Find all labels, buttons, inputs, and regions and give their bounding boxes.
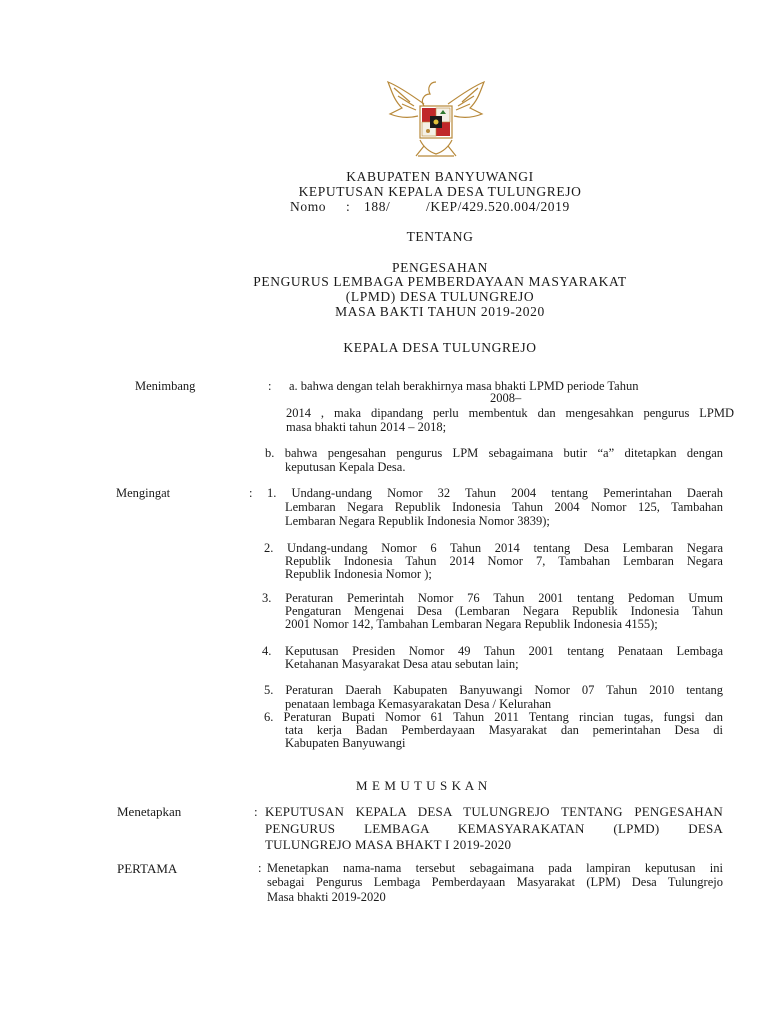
- menimbang-b-line1: b. bahwa pengesahan pengurus LPM sebagaimana butir “a” ditetapkan dengan: [265, 446, 723, 460]
- menetapkan-line1: KEPUTUSAN KEPALA DESA TULUNGREJO TENTANG PENGESAHAN: [265, 804, 723, 819]
- mengingat-item-1-line3: Lembaran Negara Republik Indonesia Nomor 3839);: [285, 514, 550, 528]
- menimbang-a-line4: masa bhakti tahun 2014 – 2018;: [286, 420, 447, 434]
- menimbang-label: Menimbang: [135, 379, 196, 393]
- pertama-label: PERTAMA: [117, 861, 178, 876]
- title-line-3: (LPMD) DESA TULUNGREJO: [345, 289, 535, 304]
- menetapkan-line3: TULUNGREJO MASA BHAKT I 2019-2020: [265, 837, 512, 852]
- pertama-colon: :: [258, 861, 262, 875]
- decree-title: KEPUTUSAN KEPALA DESA TULUNGREJO: [298, 184, 582, 199]
- mengingat-item-4-line2: Ketahanan Masyarakat Desa atau sebutan lain;: [285, 657, 519, 671]
- menimbang-b-line2: keputusan Kepala Desa.: [285, 460, 406, 474]
- mengingat-item-3-line1: 3. Peraturan Pemerintah Nomor 76 Tahun 2001 tentang Pedoman Umum: [262, 591, 723, 605]
- menimbang-colon: :: [268, 379, 272, 393]
- menimbang-a-line3: 2014 , maka dipandang perlu membentuk dan mengesahkan pengurus LPMD: [286, 406, 734, 420]
- mengingat-item-6-line3: Kabupaten Banyuwangi: [285, 736, 406, 750]
- mengingat-item-2-line1: 2. Undang-undang Nomor 6 Tahun 2014 tentang Desa Lembaran Negara: [264, 541, 723, 555]
- mengingat-colon: :: [249, 486, 253, 500]
- pertama-line2: sebagai Pengurus Lembaga Pemberdayaan Masyarakat (LPM) Desa Tulungrejo: [267, 875, 723, 889]
- nomor-code: /KEP/429.520.004/2019: [426, 199, 570, 214]
- tentang-heading: TENTANG: [406, 229, 474, 244]
- pertama-line1: Menetapkan nama-nama tersebut sebagaimana pada lampiran keputusan ini: [267, 861, 723, 875]
- mengingat-item-6-line2: tata kerja Badan Pemberdayaan Masyarakat dan pemerintahan Desa di: [285, 723, 723, 737]
- mengingat-item-1-line1: 1. Undang-undang Nomor 32 Tahun 2004 tentang Pemerintahan Daerah: [267, 486, 723, 500]
- issuer-heading: KEPALA DESA TULUNGREJO: [343, 340, 537, 355]
- mengingat-item-3-line3: 2001 Nomor 142, Tambahan Lembaran Negara Republik Indonesia 4155);: [285, 617, 658, 631]
- title-line-1: PENGESAHAN: [391, 260, 488, 275]
- mengingat-item-4-line1: 4. Keputusan Presiden Nomor 49 Tahun 2001 tentang Penataan Lembaga: [262, 644, 723, 658]
- nomor-colon: :: [346, 199, 351, 214]
- menimbang-a-line2: 2008–: [490, 391, 522, 405]
- title-line-2: PENGURUS LEMBAGA PEMBERDAYAAN MASYARAKAT: [253, 274, 627, 289]
- mengingat-item-1-line2: Lembaran Negara Republik Indonesia Tahun 2004 Nomor 125, Tambahan: [285, 500, 723, 514]
- title-line-4: MASA BAKTI TAHUN 2019-2020: [335, 304, 545, 319]
- menimbang-a-line1: a. bahwa dengan telah berakhirnya masa bhakti LPMD periode Tahun: [289, 379, 639, 393]
- mengingat-item-3-line2: Pengaturan Mengenai Desa (Lembaran Negara Republik Indonesia Tahun: [285, 604, 723, 618]
- regency-name: KABUPATEN BANYUWANGI: [346, 169, 534, 184]
- menetapkan-line2: PENGURUS LEMBAGA KEMASYARAKATAN (LPMD) DESA: [265, 821, 723, 836]
- menetapkan-colon: :: [254, 804, 258, 819]
- mengingat-label: Mengingat: [116, 486, 171, 500]
- mengingat-item-5-line2: penataan lembaga Kemasyarakatan Desa / Kelurahan: [285, 697, 552, 711]
- pertama-line3: Masa bhakti 2019-2020: [267, 890, 386, 904]
- nomor-label: Nomo: [290, 199, 327, 214]
- mengingat-item-2-line3: Republik Indonesia Nomor );: [285, 567, 432, 581]
- mengingat-item-5-line1: 5. Peraturan Daerah Kabupaten Banyuwangi Nomor 07 Tahun 2010 tentang: [264, 683, 723, 697]
- mengingat-item-6-line1: 6. Peraturan Bupati Nomor 61 Tahun 2011 Tentang rincian tugas, fungsi dan: [264, 710, 723, 724]
- garuda-emblem-icon: [380, 76, 492, 162]
- memutuskan-heading: M E M U T U S K A N: [356, 778, 488, 793]
- menetapkan-label: Menetapkan: [117, 804, 182, 819]
- mengingat-item-2-line2: Republik Indonesia Tahun 2014 Nomor 7, Tambahan Lembaran Negara: [285, 554, 723, 568]
- nomor-value: 188/: [364, 199, 391, 214]
